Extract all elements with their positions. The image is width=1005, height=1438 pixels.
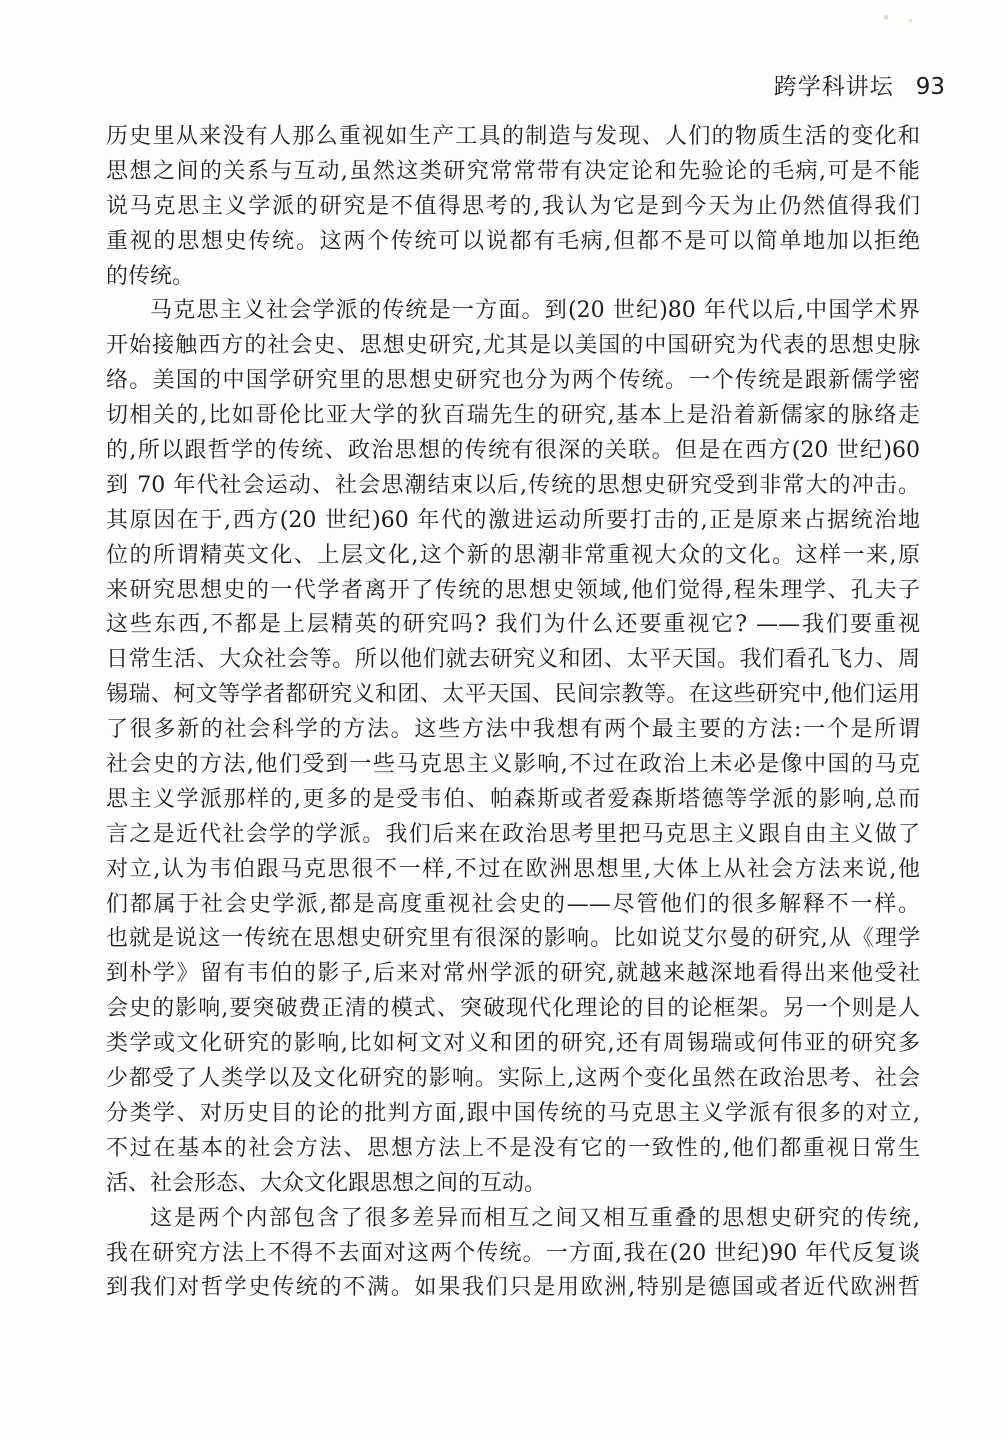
text-line: 到 70 年代社会运动、社会思潮结束以后,传统的思想史研究受到非常大的冲击。 xyxy=(106,472,920,498)
text-line: 开始接触西方的社会史、思想史研究,尤其是以美国的中国研究为代表的思想史脉 xyxy=(106,333,920,359)
text-line: 马克思主义社会学派的传统是一方面。到(20 世纪)80 年代以后,中国学术界 xyxy=(150,298,920,324)
text-line: 锡瑞、柯文等学者都研究义和团、太平天国、民间宗教等。在这些研究中,他们运用 xyxy=(106,682,920,708)
text-line: 这是两个内部包含了很多差异而相互之间又相互重叠的思想史研究的传统, xyxy=(150,1205,920,1231)
scan-artifact xyxy=(884,15,888,20)
running-header xyxy=(774,68,945,101)
text-line: 切相关的,比如哥伦比亚大学的狄百瑞先生的研究,基本上是沿着新儒家的脉络走 xyxy=(106,403,920,429)
text-line: 的传统。 xyxy=(106,263,195,289)
text-line: 思想之间的关系与互动,虽然这类研究常常带有决定论和先验论的毛病,可是不能 xyxy=(106,158,920,184)
text-line: 到朴学》留有韦伯的影子,后来对常州学派的研究,就越来越深地看得出来他受社 xyxy=(106,961,920,987)
text-line: 言之是近代社会学的学派。我们后来在政治思考里把马克思主义跟自由主义做了 xyxy=(106,821,920,847)
text-block xyxy=(106,120,920,1306)
text-line: 日常生活、大众社会等。所以他们就去研究义和团、太平天国。我们看孔飞力、周 xyxy=(106,647,920,673)
text-line: 这些东西,不都是上层精英的研究吗? 我们为什么还要重视它? ——我们要重视 xyxy=(106,612,920,638)
text-line: 位的所谓精英文化、上层文化,这个新的思潮非常重视大众的文化。这样一来,原 xyxy=(106,542,920,568)
text-line: 到我们对哲学史传统的不满。如果我们只是用欧洲,特别是德国或者近代欧洲哲 xyxy=(106,1275,920,1301)
text-line: 来研究思想史的一代学者离开了传统的思想史领域,他们觉得,程朱理学、孔夫子 xyxy=(106,577,920,603)
text-line: 思主义学派那样的,更多的是受韦伯、帕森斯或者爱森斯塔德等学派的影响,总而 xyxy=(106,786,920,812)
text-line: 会史的影响,要突破费正清的模式、突破现代化理论的目的论框架。另一个则是人 xyxy=(106,996,920,1022)
text-line: 不过在基本的社会方法、思想方法上不是没有它的一致性的,他们都重视日常生 xyxy=(106,1135,920,1161)
text-line: 了很多新的社会科学的方法。这些方法中我想有两个最主要的方法:一个是所谓 xyxy=(106,717,920,743)
text-line: 说马克思主义学派的研究是不值得思考的,我认为它是到今天为止仍然值得我们 xyxy=(106,193,920,219)
scan-artifact xyxy=(909,19,912,22)
text-line: 分类学、对历史目的论的批判方面,跟中国传统的马克思主义学派有很多的对立, xyxy=(106,1100,920,1126)
text-line: 活、社会形态、大众文化跟思想之间的互动。 xyxy=(106,1170,547,1196)
text-line: 社会史的方法,他们受到一些马克思主义影响,不过在政治上未必是像中国的马克 xyxy=(106,752,920,778)
text-line: 也就是说这一传统在思想史研究里有很深的影响。比如说艾尔曼的研究,从《理学 xyxy=(106,926,920,952)
text-line: 历史里从来没有人那么重视如生产工具的制造与发现、人们的物质生活的变化和 xyxy=(106,124,920,149)
text-line: 少都受了人类学以及文化研究的影响。实际上,这两个变化虽然在政治思考、社会 xyxy=(106,1066,920,1092)
text-line: 重视的思想史传统。这两个传统可以说都有毛病,但都不是可以简单地加以拒绝 xyxy=(106,228,920,254)
text-line: 我在研究方法上不得不去面对这两个传统。一方面,我在(20 世纪)90 年代反复谈 xyxy=(106,1240,920,1266)
header-section-title: 跨学科讲坛 xyxy=(773,74,894,100)
text-line: 络。美国的中国学研究里的思想史研究也分为两个传统。一个传统是跟新儒学密 xyxy=(106,368,920,394)
text-line: 对立,认为韦伯跟马克思很不一样,不过在欧洲思想里,大体上从社会方法来说,他 xyxy=(106,856,920,882)
text-line: 们都属于社会史学派,都是高度重视社会史的——尽管他们的很多解释不一样。 xyxy=(106,891,920,917)
text-line: 其原因在于,西方(20 世纪)60 年代的激进运动所要打击的,正是原来占据统治地 xyxy=(106,507,920,533)
header-page-number: 93 xyxy=(915,74,945,100)
text-line: 类学或文化研究的影响,比如柯文对义和团的研究,还有周锡瑞或何伟亚的研究多 xyxy=(106,1031,920,1057)
text-line: 的,所以跟哲学的传统、政治思想的传统有很深的关联。但是在西方(20 世纪)60 xyxy=(106,438,920,464)
